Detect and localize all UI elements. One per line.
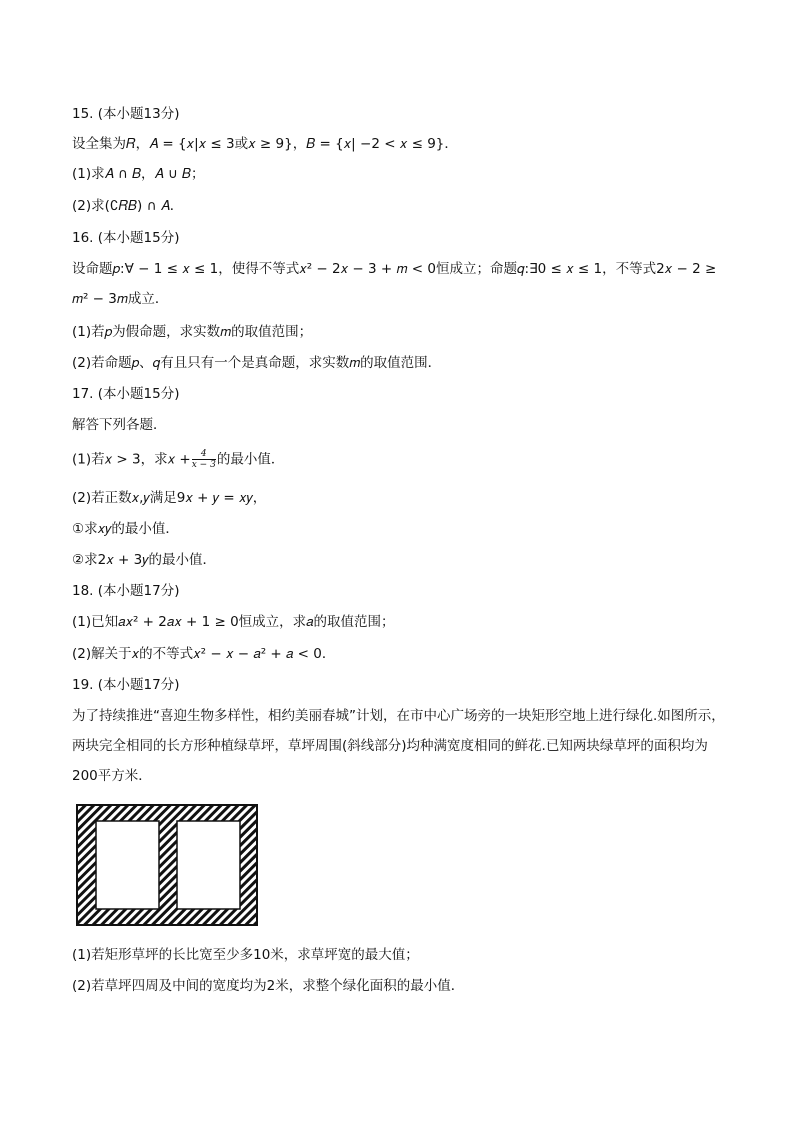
- q15-part1: (1)求𝐴 ∩ 𝐵，𝐴 ∪ 𝐵；: [72, 166, 205, 182]
- q18-header: 18. (本小题17分): [72, 583, 180, 599]
- q17-header: 17. (本小题15分): [72, 386, 180, 402]
- q15-part2: (2)求(∁𝑅𝐵) ∩ 𝐴．: [72, 198, 184, 214]
- q19-stem: 为了持续推进“喜迎生物多样性，相约美丽春城”计划，在市中心广场旁的一块矩形空地上进行绿化.如图所示，两块完全相同的长方形种植绿草坪，草坪周围(斜线部分)均种满宽度相同的鲜花.已知两块绿草坪的面积均为200平方米．: [72, 708, 725, 784]
- q17-sub2: ②求2𝑥 + 3𝑦的最小值．: [72, 552, 216, 568]
- q17-fraction-numerator: 4: [192, 449, 216, 460]
- lawn-right: [177, 821, 240, 909]
- q16-part2: (2)若命题𝑝、𝑞有且只有一个是真命题，求实数𝑚的取值范围．: [72, 355, 442, 371]
- q18-part1: (1)已知𝑎𝑥² + 2𝑎𝑥 + 1 ≥ 0恒成立，求𝑎的取值范围；: [72, 614, 395, 630]
- q17-part1-pre: (1)若𝑥 > 3，求𝑥 +: [72, 451, 191, 468]
- lawn-figure: [76, 804, 258, 926]
- q17-sub1: ①求𝑥𝑦的最小值．: [72, 521, 179, 537]
- q17-part1-post: 的最小值．: [216, 451, 285, 468]
- q17-fraction-denominator: 𝑥 − 3: [191, 460, 216, 470]
- q15-header: 15. (本小题13分): [72, 106, 180, 122]
- q17-part2: (2)若正数𝑥,𝑦满足9𝑥 + 𝑦 = 𝑥𝑦，: [72, 490, 267, 506]
- q19-part2: (2)若草坪四周及中间的宽度均为2米，求整个绿化面积的最小值．: [72, 978, 465, 994]
- lawn-left: [96, 821, 159, 909]
- q19-header: 19. (本小题17分): [72, 677, 180, 693]
- q16-stem: 设命题𝑝:∀ − 1 ≤ 𝑥 ≤ 1，使得不等式𝑥² − 2𝑥 − 3 + 𝑚 < 0恒成立；命题𝑞:∃0 ≤ 𝑥 ≤ 1，不等式2𝑥 − 2 ≥ 𝑚² − 3𝑚成立．: [72, 261, 717, 307]
- q17-part1: [72, 449, 284, 470]
- q16-part1: (1)若𝑝为假命题，求实数𝑚的取值范围；: [72, 324, 313, 340]
- q17-stem: 解答下列各题．: [72, 417, 167, 433]
- q15-stem: 设全集为𝑅，𝐴 = {𝑥|𝑥 ≤ 3或𝑥 ≥ 9}，𝐵 = {𝑥| −2 < 𝑥 ≤ 9}．: [72, 136, 458, 152]
- q16-header: 16. (本小题15分): [72, 230, 180, 246]
- q17-fraction: [192, 449, 216, 470]
- q18-part2: (2)解关于𝑥的不等式𝑥² − 𝑥 − 𝑎² + 𝑎 < 0．: [72, 646, 336, 662]
- q19-part1: (1)若矩形草坪的长比宽至少多10米，求草坪宽的最大值；: [72, 947, 419, 963]
